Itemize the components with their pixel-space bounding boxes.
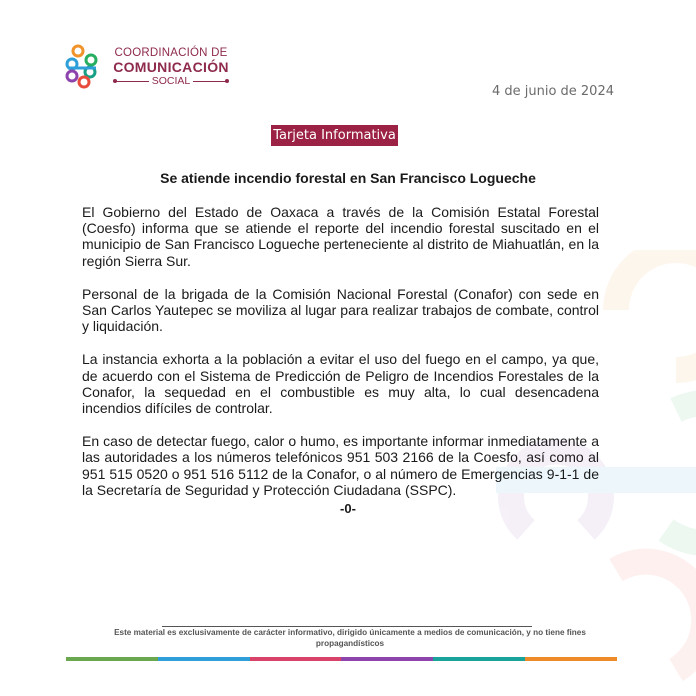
document-date: 4 de junio de 2024 <box>491 84 614 99</box>
color-bar-segment <box>66 657 158 661</box>
logo-wordmark <box>101 47 241 87</box>
paragraph: La instancia exhorta a la población a evitar el uso del fuego en el campo, ya que, de acuerdo con el Sistema de Predicción de Peligro de Incendios Forestales de la Conafor, la sequedad en el combustible es muy alta, lo cual desencadena incendios difíciles de controlar. <box>82 351 599 417</box>
document-title: Se atiende incendio forestal en San Francisco Logueche <box>160 170 536 186</box>
paragraph: El Gobierno del Estado de Oaxaca a través de la Comisión Estatal Forestal (Coesfo) informa que se atiende el reporte del incendio forestal suscitado en el municipio de San Francisco Logueche perteneciente al distrito de Miahuatlán, en la región Sierra Sur. <box>82 204 599 269</box>
paragraph: Personal de la brigada de la Comisión Nacional Forestal (Conafor) con sede en San Carlos Yautepec se moviliza al lugar para realizar trabajos de combate, control y liquidación. <box>82 285 599 335</box>
color-bar-segment <box>341 657 433 661</box>
logo-line-3 <box>101 75 241 87</box>
logo-icon <box>64 43 100 89</box>
document-body <box>82 204 599 515</box>
logo-line-3-text: SOCIAL <box>151 75 191 87</box>
color-bar-segment <box>158 657 250 661</box>
footer-divider <box>162 626 532 627</box>
logo-rule-right <box>193 81 227 82</box>
footer-color-bar <box>66 657 617 661</box>
logo-line-2: COMUNICACIÓN <box>113 59 229 75</box>
end-mark: -0- <box>340 501 356 516</box>
paragraph: En caso de detectar fuego, calor o humo, es importante informar inmediatamente a las autoridades a los números telefónicos 951 503 2166 de la Coesfo, así como al 951 515 0520 o 951 516 5112 de la Conafor, o al número de Emergencias 9-1-1 de la Secretaría de Seguridad y Protección Ciudadana (SSPC). <box>82 433 599 498</box>
logo-rule-left <box>115 81 149 82</box>
footer-disclaimer: Este material es exclusivamente de carácter informativo, dirigido únicamente a medios de comunicación, y no tiene fines propagandísticos <box>114 628 586 648</box>
color-bar-segment <box>525 657 617 661</box>
logo-line-1: COORDINACIÓN DE <box>114 47 228 59</box>
color-bar-segment <box>433 657 525 661</box>
color-bar-segment <box>250 657 342 661</box>
document-type-badge: Tarjeta Informativa <box>271 125 398 146</box>
